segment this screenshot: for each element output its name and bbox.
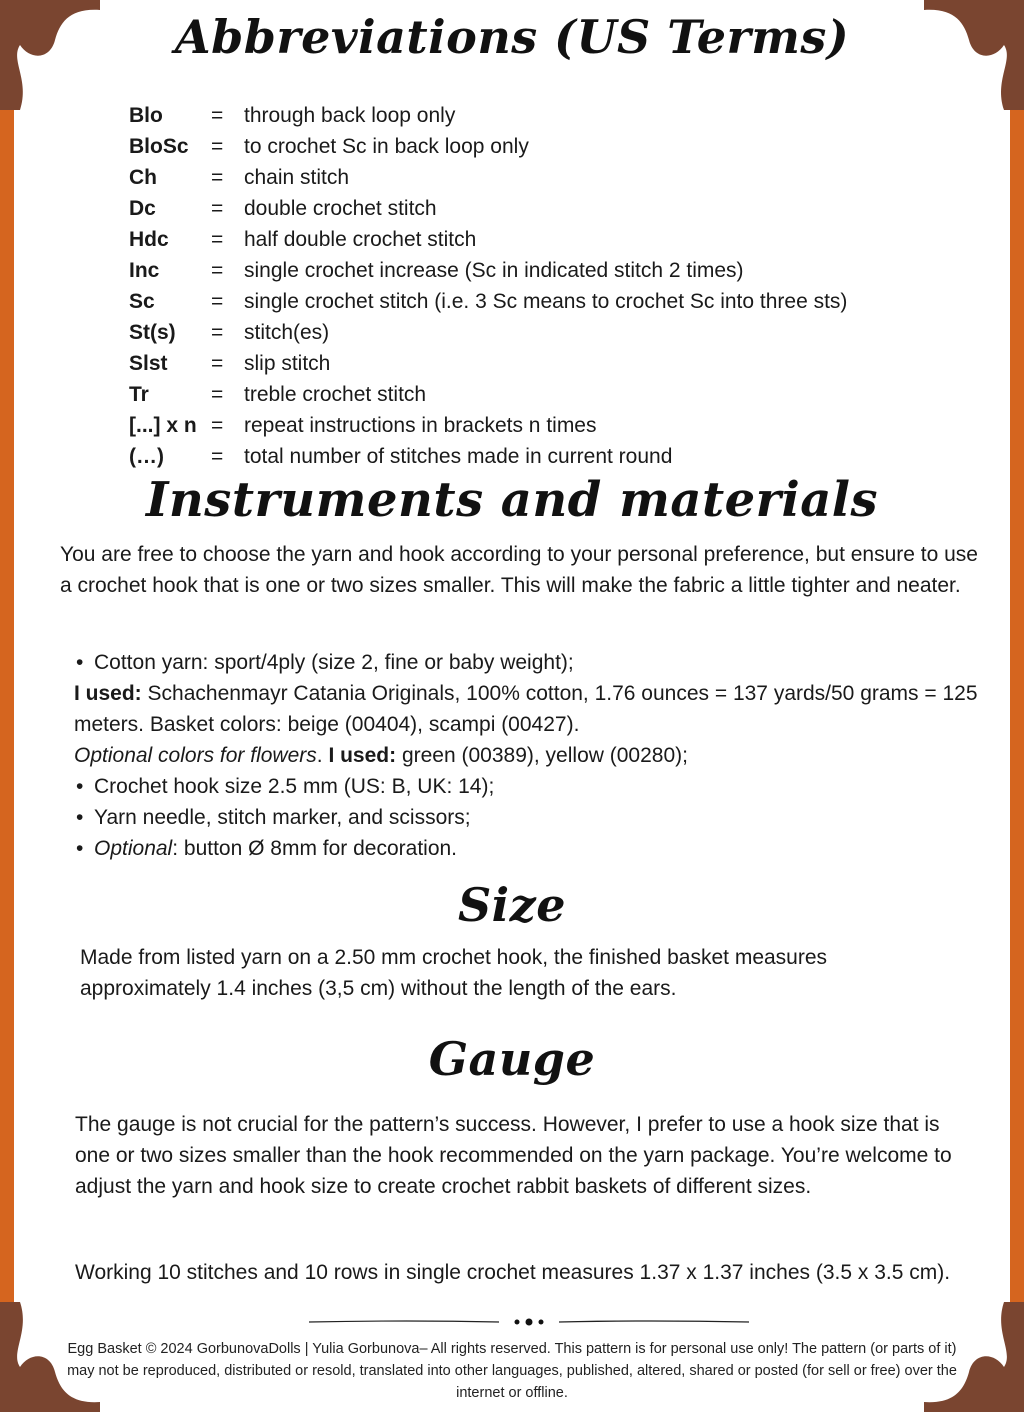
equals-sign: = (211, 444, 224, 468)
abbreviation-term: Hdc (129, 227, 169, 251)
used-label: I used: (74, 682, 142, 705)
optional-colors-label: Optional colors for flowers (74, 744, 317, 767)
equals-sign: = (211, 351, 224, 375)
yarn-used-note (74, 678, 999, 740)
abbreviation-term: Slst (129, 351, 168, 375)
abbreviation-definition: stitch(es) (244, 320, 330, 344)
list-item (74, 833, 999, 864)
copyright-footer: Egg Basket © 2024 GorbunovaDolls | Yulia Gorbunova– All rights reserved. This pattern is for personal use only! The pattern (or parts of it) may not be reproduced, distributed or resold, translated into other languages, published, altered, shared or posted (for sell or free) over the internet or offline. (67, 1341, 957, 1401)
bullet-icon: • (76, 837, 84, 860)
abbreviation-term: Inc (129, 258, 160, 282)
table-row (129, 348, 847, 379)
equals-sign: = (211, 134, 224, 158)
abbreviation-definition: through back loop only (244, 103, 456, 127)
abbreviation-term: Ch (129, 165, 157, 189)
gauge-heading: Gauge (428, 1032, 596, 1086)
abbreviation-term: (…) (129, 444, 164, 468)
equals-sign: = (211, 227, 224, 251)
abbreviation-definition: double crochet stitch (244, 196, 437, 220)
optional-label: Optional (94, 837, 173, 860)
table-row (129, 317, 847, 348)
tools-item: Yarn needle, stitch marker, and scissors; (94, 806, 471, 829)
optional-colors-note: Optional colors for flowers. I used: green (00389), yellow (00280); (74, 744, 688, 767)
instruments-intro: You are free to choose the yarn and hook according to your personal preference, but ensure to use a crochet hook that is one or two sizes smaller. This will make the fabric a little tighter and neater. (60, 543, 978, 597)
abbreviation-term: Dc (129, 196, 156, 220)
abbreviation-definition: half double crochet stitch (244, 227, 477, 251)
equals-sign: = (211, 382, 224, 406)
table-row (129, 286, 847, 317)
abbreviation-definition: single crochet stitch (i.e. 3 Sc means to crochet Sc into three sts) (244, 289, 848, 313)
abbreviation-term: Blo (129, 103, 163, 127)
bullet-icon: • (76, 651, 84, 674)
size-text: Made from listed yarn on a 2.50 mm crochet hook, the finished basket measures approximately 1.4 inches (3,5 cm) without the length of the ears. (80, 946, 828, 1000)
size-heading: Size (457, 878, 567, 932)
table-row (129, 255, 847, 286)
optional-text: : button Ø 8mm for decoration. (172, 837, 458, 860)
abbreviation-term: [...] x n (129, 413, 197, 437)
abbreviation-term: Sc (129, 289, 155, 313)
gauge-paragraph-1: The gauge is not crucial for the pattern’s success. However, I prefer to use a hook size that is one or two sizes smaller than the hook recommended on the yarn package. You’re welcome to adjust the yarn and hook size to create crochet rabbit baskets of different sizes. (75, 1113, 952, 1198)
abbreviation-definition: to crochet Sc in back loop only (244, 134, 529, 158)
abbreviation-definition: total number of stitches made in current round (244, 444, 673, 468)
equals-sign: = (211, 289, 224, 313)
materials-list (74, 647, 999, 864)
hook-item: Crochet hook size 2.5 mm (US: B, UK: 14); (94, 775, 495, 798)
equals-sign: = (211, 165, 224, 189)
list-item (74, 647, 999, 678)
list-item (74, 771, 999, 802)
equals-sign: = (211, 103, 224, 127)
table-row (129, 379, 847, 410)
abbreviation-definition: repeat instructions in brackets n times (244, 413, 597, 437)
bullet-icon: • (76, 775, 84, 798)
abbreviation-term: BloSc (129, 134, 189, 158)
equals-sign: = (211, 320, 224, 344)
used-text: Schachenmayr Catania Originals, 100% cotton, 1.76 ounces = 137 yards/50 grams = 125 meters. Basket colors: beige (00404), scampi (00427). (74, 682, 978, 736)
list-item (74, 802, 999, 833)
equals-sign: = (211, 413, 224, 437)
used-label: I used: (328, 744, 397, 767)
table-row (129, 224, 847, 255)
gauge-paragraph-2: Working 10 stitches and 10 rows in single crochet measures 1.37 x 1.37 inches (3.5 x 3.5 cm). (75, 1261, 951, 1284)
abbreviation-definition: slip stitch (244, 351, 331, 375)
table-row (129, 100, 847, 131)
yarn-item: Cotton yarn: sport/4ply (size 2, fine or baby weight); (94, 651, 574, 674)
abbreviation-term: St(s) (129, 320, 176, 344)
table-row (129, 193, 847, 224)
abbreviation-definition: chain stitch (244, 165, 350, 189)
table-row (129, 441, 847, 472)
equals-sign: = (211, 196, 224, 220)
abbreviation-definition: treble crochet stitch (244, 382, 427, 406)
abbreviation-term: Tr (129, 382, 149, 406)
optional-colors-text: green (00389), yellow (00280); (396, 744, 688, 767)
table-row (129, 162, 847, 193)
instruments-heading: Instruments and materials (145, 472, 879, 528)
table-row (129, 131, 847, 162)
abbreviations-heading: Abbreviations (US Terms) (174, 10, 850, 64)
abbreviations-table (129, 100, 847, 472)
page (14, 0, 1010, 1412)
divider-ornament (309, 1314, 749, 1330)
equals-sign: = (211, 258, 224, 282)
table-row (129, 410, 847, 441)
bullet-icon: • (76, 806, 84, 829)
abbreviation-definition: single crochet increase (Sc in indicated stitch 2 times) (244, 258, 744, 282)
